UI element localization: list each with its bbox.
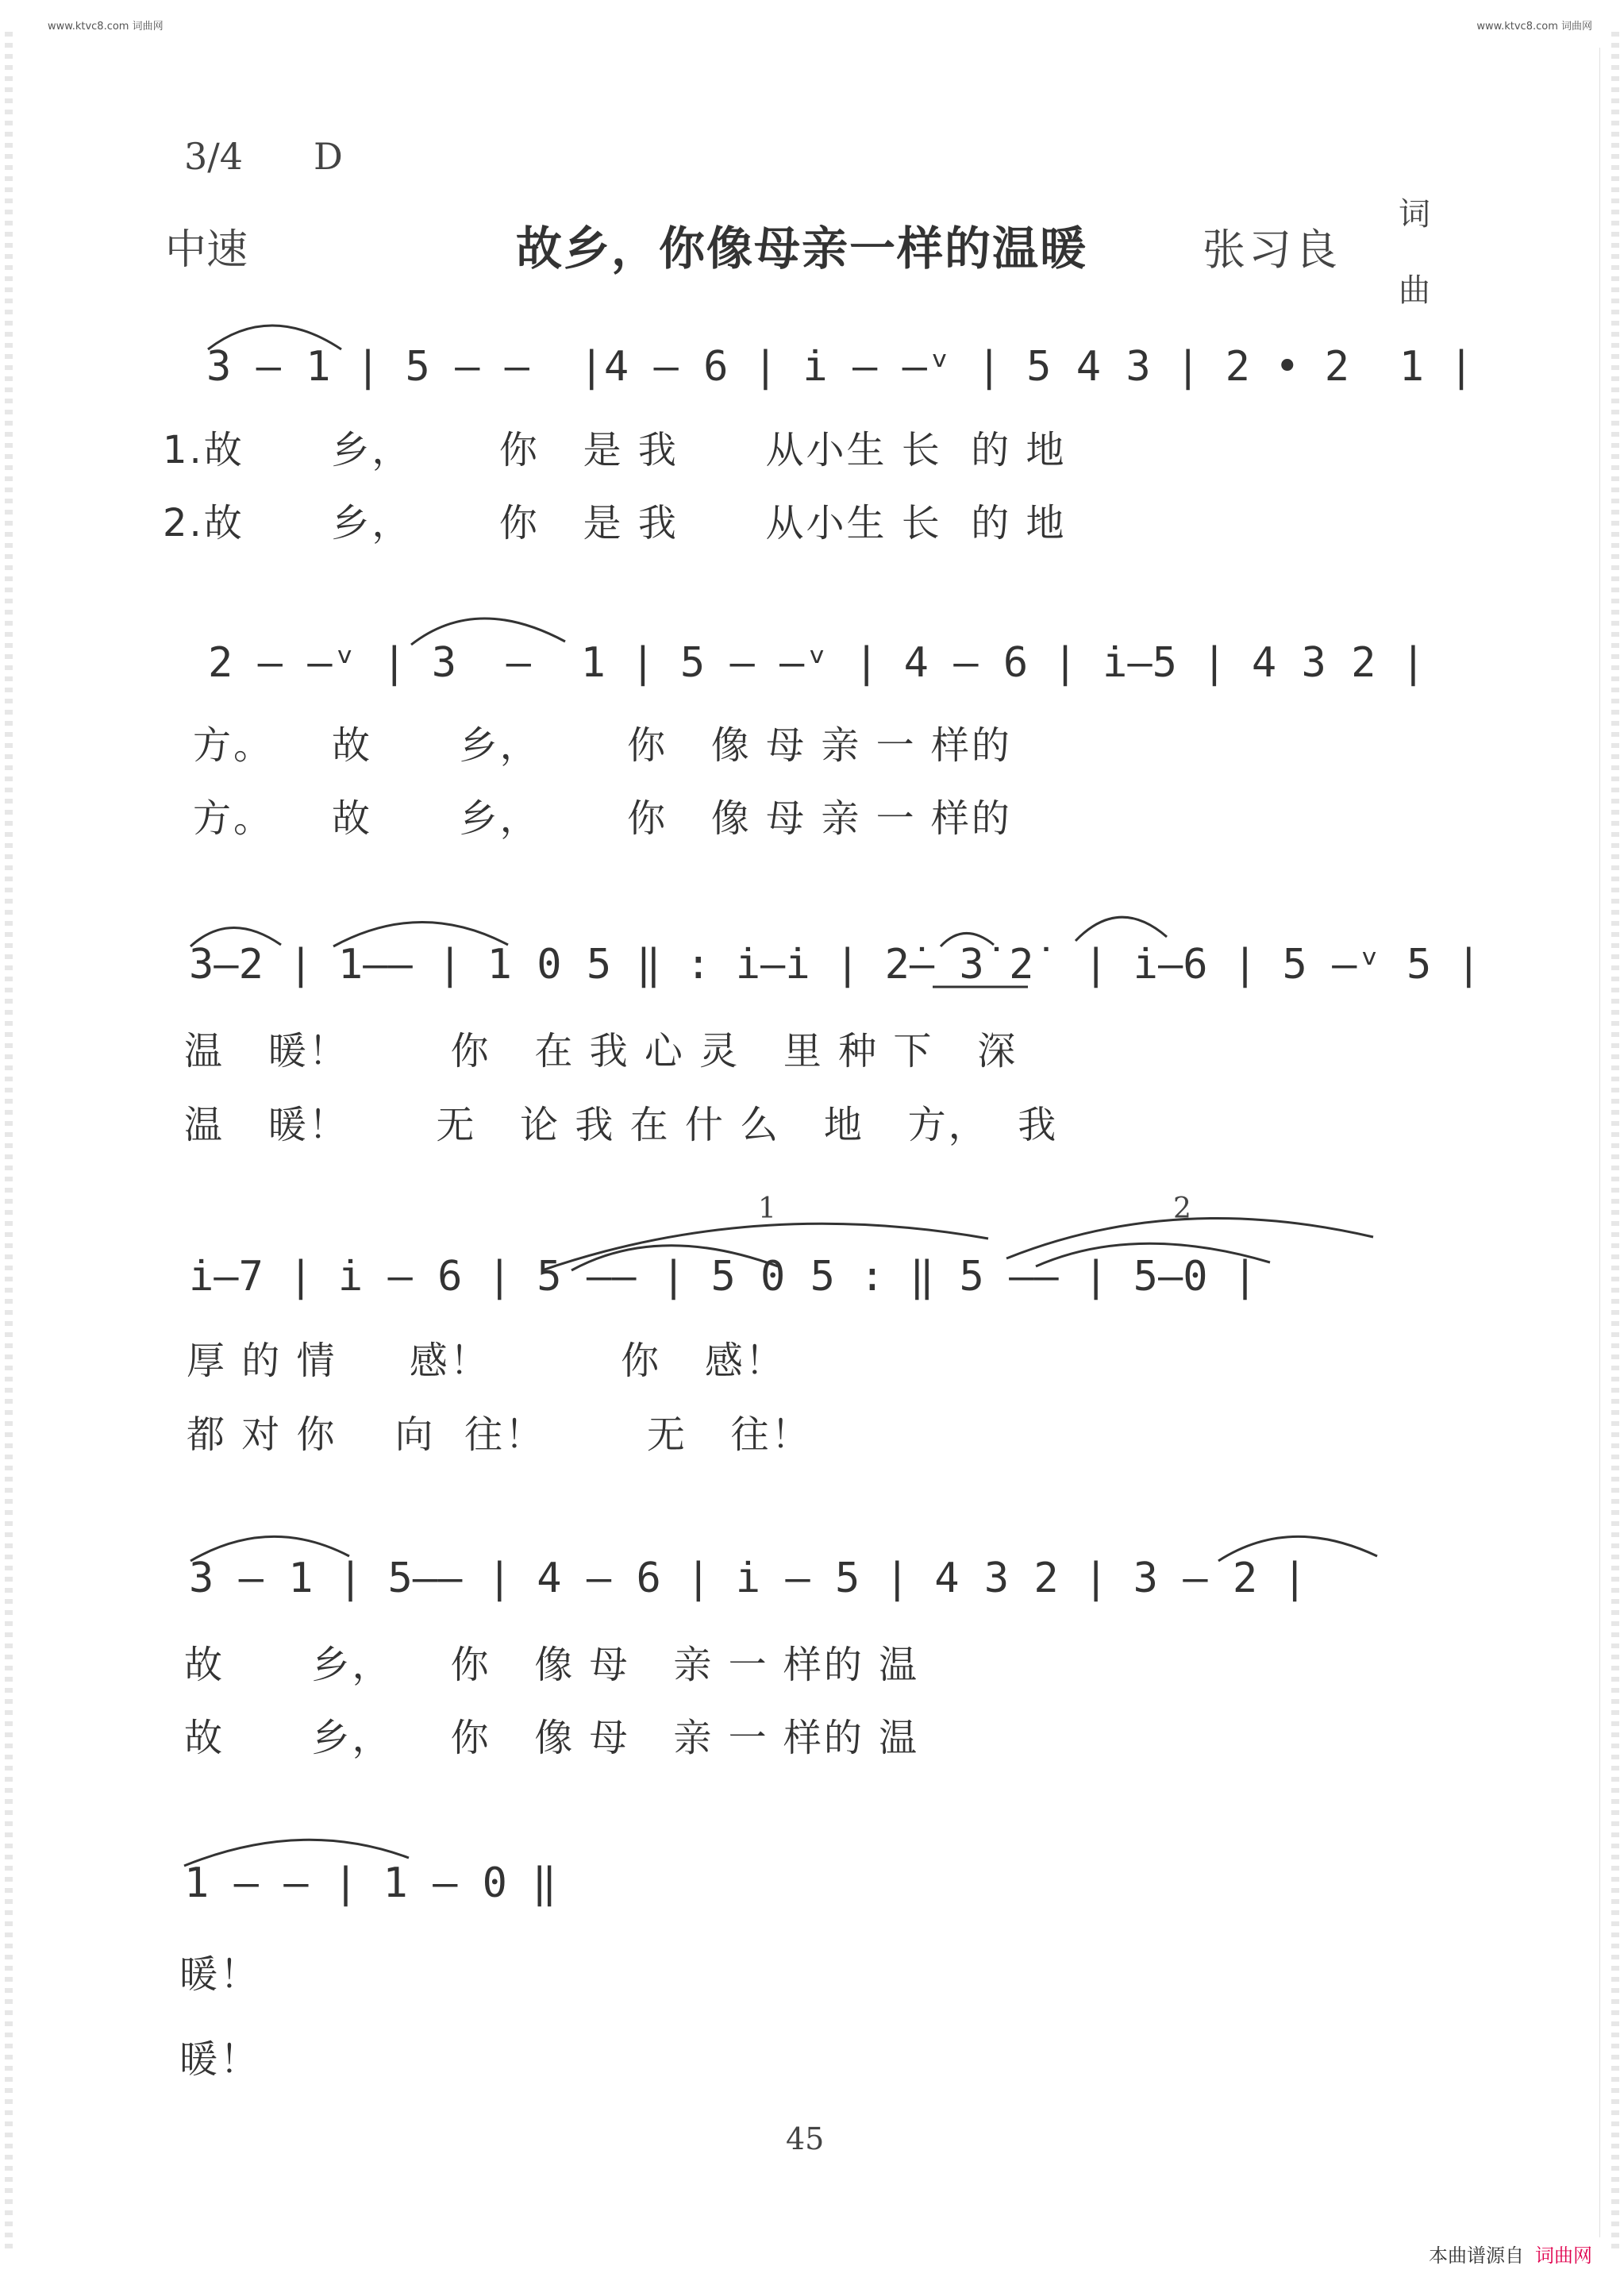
page-number: 45 (786, 2121, 825, 2156)
left-watermark: www.ktvc8.com 词曲网 (48, 21, 164, 33)
notation-line-2: 2 — —ᵛ | 3 — 1 | 5 — —ᵛ | 4 — 6 | i̇—5 | 4 3 2 | (208, 639, 1426, 687)
lyrics-line-3-verse-1: 温 暖！ 你 在 我 心 灵 里 种 下 深 (184, 1029, 1018, 1073)
key-signature: D (314, 135, 343, 178)
credit-music: 曲 (1399, 272, 1430, 309)
footer-text: 本曲谱源自 (1429, 2245, 1524, 2267)
lyrics-line-5-verse-2: 故 乡， 你 像 母 亲 一 样的 温 (184, 1716, 920, 1760)
lyrics-line-6-verse-2: 暖！ (179, 2037, 261, 2082)
right-watermark: www.ktvc8.com 词曲网 (1476, 21, 1592, 33)
song-title: 故乡，你像母亲一样的温暖 (516, 222, 1088, 276)
lyrics-line-2-verse-2: 方。 故 乡， 你 像 母 亲 一 样的 (193, 796, 1012, 841)
tempo-marking: 中速 (165, 226, 248, 274)
notation-line-3: 3—2 | 1—— | 1 0 5 ‖ : i̇—i̇ | 2̇— 3̇ 2̇ | i̇—6 | 5 —ᵛ 5 | (189, 941, 1481, 988)
notation-line-6: 1 — — | 1 — 0 ‖ (184, 1859, 557, 1907)
lyrics-line-1-verse-2: 2.故 乡， 你 是 我 从小生 长 的 地 (163, 501, 1067, 545)
volta-1-label: 1 (758, 1193, 776, 1225)
lyrics-line-4-verse-2: 都 对 你 向 往！ 无 往！ (187, 1412, 812, 1457)
notation-line-5: 3 — 1 | 5—— | 4 — 6 | i̇ — 5 | 4 3 2 | 3 — 2 | (189, 1555, 1307, 1602)
notation-line-4: i̇—7 | i̇ — 6 | 5 —— | 5 0 5 : ‖ 5 —— | 5—0 | (189, 1253, 1258, 1300)
volta-2-label: 2 (1173, 1193, 1191, 1225)
lyrics-line-2-verse-1: 方。 故 乡， 你 像 母 亲 一 样的 (193, 723, 1012, 768)
lyrics-line-4-verse-1: 厚 的 情 感！ 你 感！ (187, 1339, 786, 1383)
notation-line-1: 3 — 1 | 5 — — |4 — 6 | i̇ — —ᵛ | 5 4 3 | 2 • 2 1 | (206, 343, 1474, 391)
footer-brand[interactable]: 词曲网 (1535, 2245, 1592, 2267)
lyrics-line-3-verse-2: 温 暖！ 无 论 我 在 什 么 地 方， 我 (184, 1103, 1059, 1147)
lyrics-line-1-verse-1: 1.故 乡， 你 是 我 从小生 长 的 地 (163, 428, 1067, 472)
lyrics-line-5-verse-1: 故 乡， 你 像 母 亲 一 样的 温 (184, 1643, 920, 1687)
song-author: 张习良 (1203, 225, 1341, 275)
credit-lyrics: 词 (1399, 196, 1430, 233)
slur-6 (1076, 917, 1167, 941)
lyrics-line-6-verse-1: 暖！ (179, 1952, 261, 1997)
time-signature: 3/4 (184, 135, 244, 178)
footer-credit (1429, 2240, 1592, 2268)
